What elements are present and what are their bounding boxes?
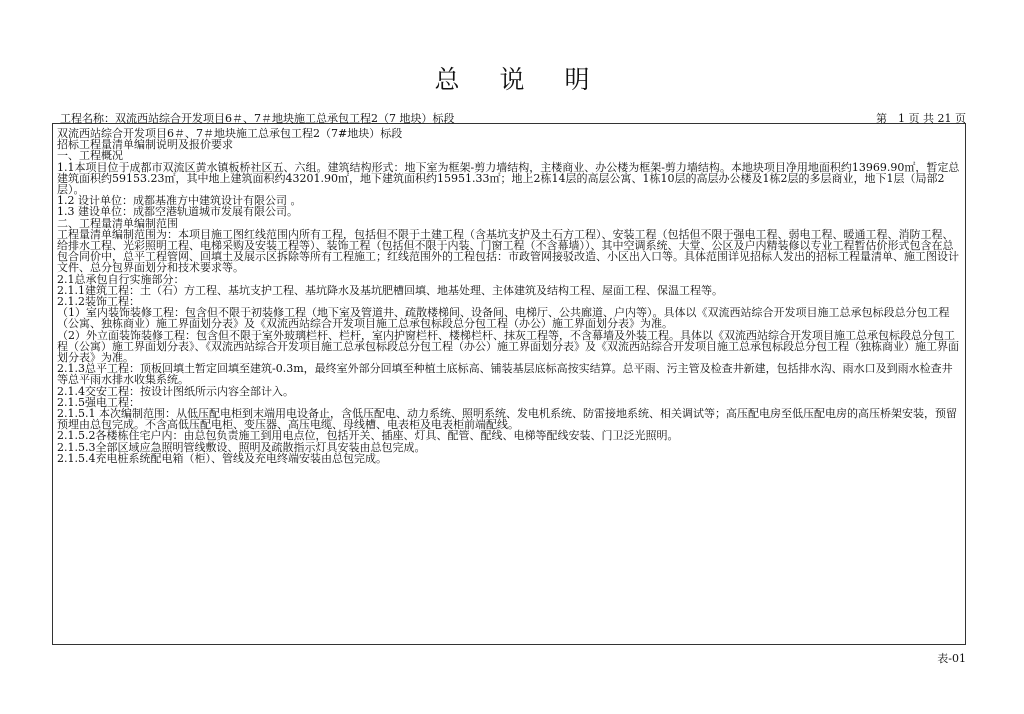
section-heading-overview: 一、工程概况 bbox=[57, 149, 123, 163]
paragraph-2-1-5: 2.1.5强电工程： bbox=[57, 395, 140, 409]
section-heading-notes: 招标工程量清单编制说明及报价要求 bbox=[57, 138, 233, 152]
description-frame bbox=[52, 123, 966, 645]
page-number: 第 1 页 共 21 页 bbox=[876, 112, 966, 125]
paragraph-2-1-1: 2.1.1建筑工程：土（石）方工程、基坑支护工程、基坑降水及基坑肥槽回填、地基处理、主体建筑及结构工程、屋面工程、保温工程等。 bbox=[57, 283, 723, 297]
paragraph-2-1-5-1: 2.1.5.1 本次编制范围：从低压配电柜到末端用电设备止，含低压配电、动力系统、照明系统、发电机系统、防雷接地系统、相关调试等；高压配电房至低压配电房的高压桥架安装，预留预埋由总包完成。不含高低压配电柜、变压器、高压电缆、母线槽、电表柜及电表柜前端配线。 bbox=[57, 407, 957, 432]
form-code: 表-01 bbox=[937, 652, 966, 665]
paragraph-2-1-5-4: 2.1.5.4充电桩系统配电箱（柜）、管线及充电终端安装由总包完成。 bbox=[57, 451, 387, 465]
paragraph-location: 1.1本项目位于成都市双流区黄水镇板桥社区五、六组。建筑结构形式：地下室为框架-剪力墙结构，主楼商业、办公楼为框架-剪力墙结构。本地块项目净用地面积约13969.90㎡，暂定总建筑面积约59153.23㎡，其中地上建筑面积约43201.90㎡，地下建筑面积约15951.33㎡；地上2栋14层的高层公寓、1栋10层的高层办公楼及1栋2层的多层商业，地下1层（局部2层）。 bbox=[57, 160, 960, 197]
paragraph-owner: 1.3 建设单位：成都空港轨道城市发展有限公司。 bbox=[57, 205, 298, 219]
section-heading-project: 双流西站综合开发项目6＃、7＃地块施工总承包工程2（7#地块）标段 bbox=[57, 127, 403, 140]
section-heading-scope: 二、工程量清单编制范围 bbox=[57, 216, 178, 230]
paragraph-2-1-4: 2.1.4交安工程：按设计图纸所示内容全部计入。 bbox=[57, 384, 294, 398]
paragraph-2-1-5-3: 2.1.5.3全部区域应急照明管线敷设、照明及疏散指示灯具安装由总包完成。 bbox=[57, 440, 426, 454]
paragraph-2-1-3: 2.1.3总平工程：顶板回填土暂定回填至建筑-0.3m，最终室外部分回填至种植土底标高、铺装基层底标高按实结算。总平雨、污主管及检查井新建，包括排水沟、雨水口及到雨水检查井等总平雨水排水收集系统。 bbox=[57, 362, 953, 387]
paragraph-scope: 工程量清单编制范围为：本项目施工图红线范围内所有工程，包括但不限于土建工程（含基坑支护及土石方工程）、安装工程（包括但不限于强电工程、弱电工程、暖通工程、消防工程、给排水工程、光彩照明工程、电梯采购及安装工程等）、装饰工程（包括但不限于内装、门窗工程（不含幕墙））、其中空调系统、大堂、公区及户内精装修以专业工程暂估价形式包含在总包合同价中，总平工程管网、回填土及展示区拆除等所有工程施工；红线范围外的工程包括：市政管网接驳改造、小区出入口等。具体范围详见招标人发出的招标工程量清单、施工图设计文件、总分包界面划分和技术要求等。 bbox=[57, 227, 959, 275]
paragraph-designer: 1.2 设计单位：成都基准方中建筑设计有限公司 。 bbox=[57, 194, 302, 208]
paragraph-interior: （1）室内装饰装修工程：包含但不限于初装修工程（地下室及管道井、疏散楼梯间、设备间、电梯厅、公共廊道、户内等）。具体以《双流西站综合开发项目施工总承包标段总分包工程（公寓、独栋商业）施工界面划分表》及《双流西站综合开发项目施工总承包标段总分包工程（办公）施工界面划分表》为准。 bbox=[57, 306, 950, 331]
project-name: 工程名称：双流西站综合开发项目6＃、7＃地块施工总承包工程2（7 地块）标段 bbox=[60, 112, 455, 125]
paragraph-facade: （2）外立面装饰装修工程：包含但不限于室外玻璃栏杆、栏杆，室内护窗栏杆、楼梯栏杆、抹灰工程等，不含幕墙及外装工程。具体以《双流西站综合开发项目施工总承包标段总分包工程（公寓）施工界面划分表》、《双流西站综合开发项目施工总承包标段总分包工程（办公）施工界面划分表》及《双流西站综合开发项目施工总承包标段总分包工程（独栋商业）施工界面划分表》为准。 bbox=[57, 328, 959, 365]
description-body bbox=[57, 128, 961, 464]
paragraph-2-1-5-2: 2.1.5.2各楼栋住宅户内：由总包负责施工到用电点位，包括开关、插座、灯具、配管、配线、电梯等配线安装、门卫泛光照明。 bbox=[57, 429, 679, 443]
page-title: 总 说 明 bbox=[434, 65, 606, 94]
paragraph-2-1-2: 2.1.2装饰工程： bbox=[57, 295, 140, 309]
paragraph-2-1: 2.1总承包自行实施部分： bbox=[57, 272, 185, 286]
